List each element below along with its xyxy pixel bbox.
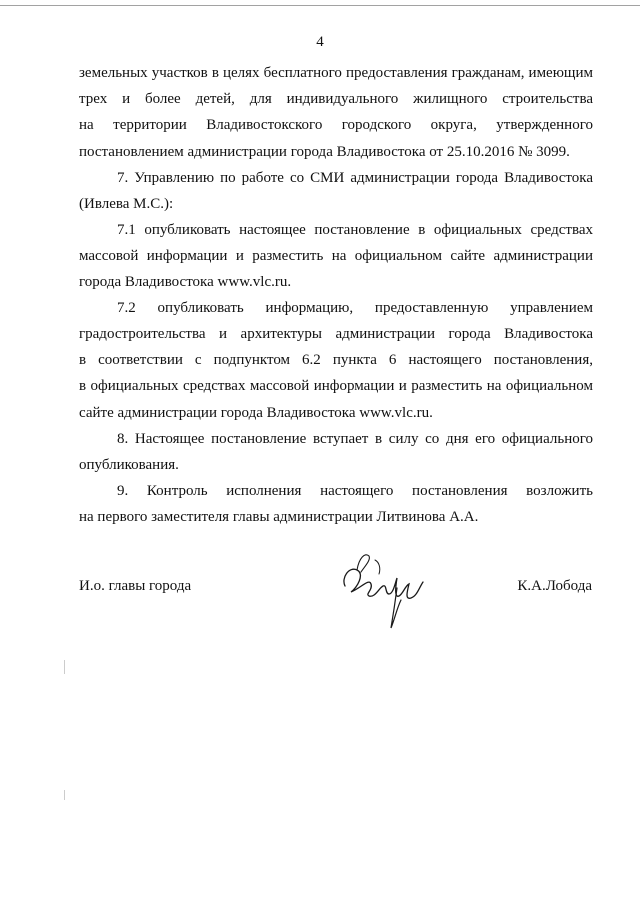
paragraph-7-line: (Ивлева М.С.): (79, 196, 174, 212)
paragraph-9-line: на первого заместителя главы администрации Литвинова А.А. (79, 509, 479, 525)
paragraph-9-line: 9. Контроль исполнения настоящего постановления возложить (117, 483, 593, 499)
paragraph-7-2-line: в официальных средствах массовой информации и разместить на официальном (79, 378, 593, 394)
paragraph-7-1-line: города Владивостока www.vlc.ru. (79, 274, 292, 290)
page-number: 4 (316, 34, 324, 50)
text-line: трех и более детей, для индивидуального жилищного строительства (79, 91, 593, 107)
text-line: земельных участков в целях бесплатного предоставления гражданам, имеющим (79, 65, 593, 81)
signatory-position: И.о. главы города (79, 578, 192, 594)
text-line: на территории Владивостокского городского округа, утвержденного (79, 117, 593, 133)
text-line: постановлением администрации города Владивостока от 25.10.2016 № 3099. (79, 144, 570, 160)
paragraph-7-2-line: 7.2 опубликовать информацию, предоставленную управлением (117, 300, 593, 316)
paragraph-8-line: 8. Настоящее постановление вступает в силу со дня его официального (117, 431, 593, 447)
scan-artifact (64, 660, 65, 674)
scan-top-edge (0, 0, 640, 6)
paragraph-7-2-line: градостроительства и архитектуры администрации города Владивостока (79, 326, 593, 342)
paragraph-7-2-line: сайте администрации города Владивостока www.vlc.ru. (79, 405, 433, 421)
paragraph-7-2-line: в соответствии с подпунктом 6.2 пункта 6 настоящего постановления, (79, 352, 593, 368)
paragraph-7-1-line: массовой информации и разместить на официальном сайте администрации (79, 248, 593, 264)
paragraph-8-line: опубликования. (79, 457, 179, 473)
paragraph-7-1-line: 7.1 опубликовать настоящее постановление в официальных средствах (117, 222, 593, 238)
handwritten-signature (335, 548, 435, 633)
paragraph-7-line: 7. Управлению по работе со СМИ администрации города Владивостока (117, 170, 593, 186)
signatory-name: К.А.Лобода (517, 578, 592, 594)
scan-artifact (64, 790, 65, 800)
